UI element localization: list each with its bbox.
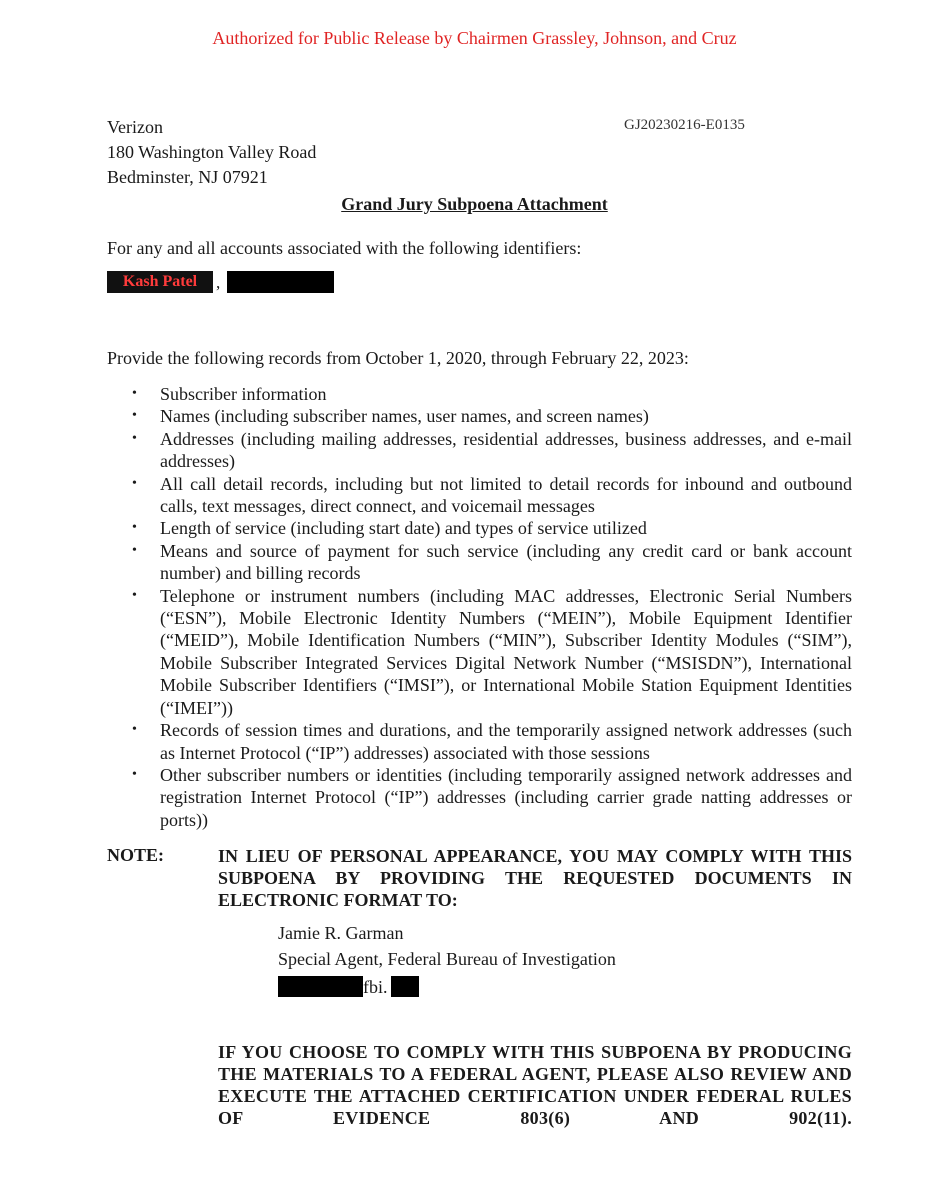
record-text: Subscriber information [160,384,327,404]
record-text: Telephone or instrument numbers (including MAC addresses, Electronic Serial Numbers (“ESN”), Mobile Electronic Identity Numbers (“MEIN”), Mobile Equipment Identifier (“MEID”), Mobile Identification Numbers (“MIN”), Subscriber Identity Modules (“SIM”), Mobile Subscriber Integrated Services Digital Network Number (“MSISDN”), International Mobile Subscriber Identifiers (“IMSI”), or International Mobile Station Equipment Identities (“IMEI”)) [160,585,852,718]
note-text: IN LIEU OF PERSONAL APPEARANCE, YOU MAY COMPLY WITH THIS SUBPOENA BY PROVIDING THE REQUESTED DOCUMENTS IN ELECTRONIC FORMAT TO: [218,846,852,910]
list-item [107,764,852,831]
agent-name: Jamie R. Garman [278,923,404,943]
comply-instructions: IF YOU CHOOSE TO COMPLY WITH THIS SUBPOENA BY PRODUCING THE MATERIALS TO A FEDERAL AGENT, PLEASE ALSO REVIEW AND EXECUTE THE ATTACHED CERTIFICATION UNDER FEDERAL RULES OF EVIDENCE 803(6) AND 902(11). [218,1042,852,1128]
agent-email [278,974,616,998]
release-banner: Authorized for Public Release by Chairmen Grassley, Johnson, and Cruz [212,28,737,48]
intro-text: For any and all accounts associated with the following identifiers: [107,238,582,258]
bullet-icon: • [132,722,137,738]
page-title: Grand Jury Subpoena Attachment [341,194,608,214]
bullet-icon: • [132,475,137,491]
bullet-icon: • [132,408,137,424]
address-line-2: 180 Washington Valley Road [107,142,317,162]
identifier-separator: , [216,273,221,292]
agent-contact [278,920,616,998]
bullet-icon: • [132,542,137,558]
record-text: Length of service (including start date) and types of service utilized [160,518,647,539]
address-line-3: Bedminster, NJ 07921 [107,167,268,187]
bullet-icon: • [132,520,137,536]
bullet-icon: • [132,766,137,782]
bullet-icon: • [132,386,137,401]
email-visible-text: fbi. [363,977,388,997]
record-text: Names (including subscriber names, user names, and screen names) [160,406,649,427]
list-item [107,383,852,405]
agent-title: Special Agent, Federal Bureau of Investigation [278,949,616,969]
redaction-box [227,271,334,293]
identifier-tag: Kash Patel [107,271,213,293]
list-item [107,719,852,764]
list-item [107,428,852,473]
list-item [107,540,852,585]
bullet-icon: • [132,587,137,603]
redaction-box [278,976,363,997]
redaction-box [391,976,419,997]
records-intro: Provide the following records from October 1, 2020, through February 22, 2023: [107,348,689,368]
record-text: Means and source of payment for such service (including any credit card or bank account number) and billing records [160,540,852,584]
record-text: Addresses (including mailing addresses, residential addresses, business addresses, and e-mail addresses) [160,428,852,472]
bullet-icon: • [132,430,137,446]
record-text: All call detail records, including but not limited to detail records for inbound and outbound calls, text messages, direct connect, and voicemail messages [160,473,852,517]
list-item [107,585,852,719]
list-item [107,473,852,518]
recipient-address [107,115,316,190]
list-item [107,405,852,427]
address-line-1: Verizon [107,117,163,137]
document-id: GJ20230216-E0135 [624,117,745,133]
record-text: Records of session times and durations, and the temporarily assigned network addresses (such as Internet Protocol (“IP”) addresses) associated with those sessions [160,720,852,763]
records-list [107,383,852,831]
record-text: Other subscriber numbers or identities (including temporarily assigned network addresses and registration Internet Protocol (“IP”) addresses (including carrier grade natting addresses or ports)) [160,764,852,830]
note-label: NOTE: [107,845,165,865]
list-item [107,517,852,539]
